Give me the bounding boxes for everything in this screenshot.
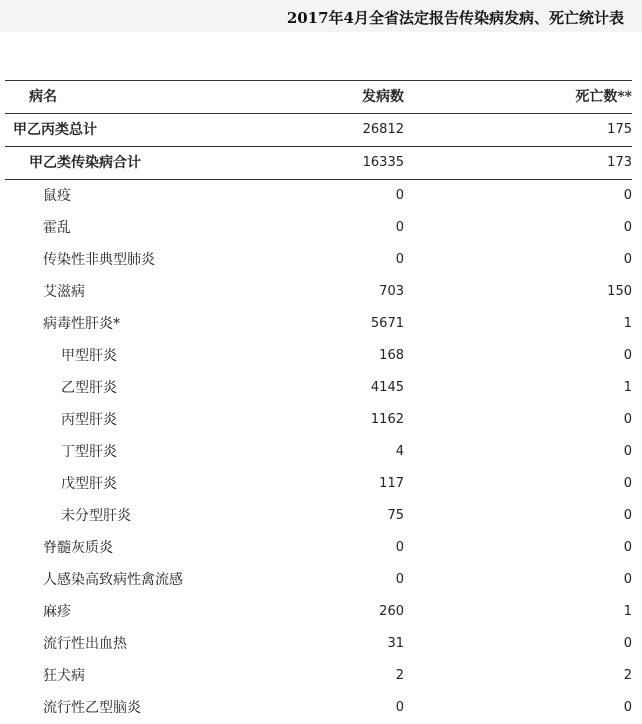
table-row: [5, 436, 632, 468]
table-row-total: [5, 114, 632, 147]
row-cases: 0: [395, 252, 404, 267]
table-row: [5, 340, 632, 372]
row-deaths: 0: [623, 636, 632, 651]
row-deaths: 0: [623, 700, 632, 715]
row-deaths: 0: [623, 444, 632, 459]
table-row: [5, 628, 632, 660]
table-row: [5, 468, 632, 500]
row-name: 人感染高致病性禽流感: [43, 572, 183, 588]
row-deaths: 0: [623, 188, 632, 203]
column-header-name: 病名: [29, 89, 57, 105]
row-deaths: 2: [623, 668, 632, 683]
row-cases: 703: [379, 284, 404, 299]
row-name: 流行性出血热: [43, 636, 127, 652]
row-cases: 1162: [370, 412, 404, 427]
row-name: 丁型肝炎: [61, 444, 117, 460]
row-cases: 117: [379, 476, 404, 491]
row-cases: 5671: [370, 316, 404, 331]
row-name: 戊型肝炎: [61, 476, 117, 492]
row-name: 霍乱: [43, 220, 71, 236]
row-cases: 0: [395, 572, 404, 587]
title-bar: [0, 0, 642, 32]
row-deaths: 0: [623, 540, 632, 555]
row-cases: 168: [379, 348, 404, 363]
row-deaths: 0: [623, 252, 632, 267]
table-row: [5, 308, 632, 340]
row-cases: 4: [395, 444, 404, 459]
row-name: 甲型肝炎: [61, 348, 117, 364]
table-row: [5, 244, 632, 276]
row-deaths: 173: [607, 155, 632, 170]
row-name: 乙型肝炎: [61, 380, 117, 396]
table-row: [5, 660, 632, 692]
row-cases: 0: [395, 188, 404, 203]
row-name: 传染性非典型肺炎: [43, 252, 155, 268]
row-name: 甲乙类传染病合计: [29, 155, 141, 171]
table-row-subtotal: [5, 147, 632, 180]
table-row: [5, 372, 632, 404]
row-cases: 31: [387, 636, 404, 651]
table-row: [5, 276, 632, 308]
row-deaths: 0: [623, 220, 632, 235]
table-row: [5, 404, 632, 436]
row-name: 流行性乙型脑炎: [43, 700, 141, 716]
row-name: 艾滋病: [43, 284, 85, 300]
row-cases: 26812: [362, 122, 404, 137]
row-deaths: 0: [623, 508, 632, 523]
row-cases: 0: [395, 220, 404, 235]
row-deaths: 1: [623, 380, 632, 395]
row-cases: 4145: [370, 380, 404, 395]
row-name: 未分型肝炎: [61, 508, 131, 524]
row-cases: 75: [387, 508, 404, 523]
row-cases: 2: [395, 668, 404, 683]
row-deaths: 1: [623, 316, 632, 331]
row-cases: 16335: [362, 155, 404, 170]
row-name: 病毒性肝炎*: [43, 316, 120, 332]
table-header: [5, 80, 632, 114]
table-row: [5, 500, 632, 532]
row-name: 麻疹: [43, 604, 71, 620]
row-deaths: 0: [623, 348, 632, 363]
table-row: [5, 692, 632, 724]
row-deaths: 175: [607, 122, 632, 137]
statistics-table: [5, 80, 632, 724]
row-name: 狂犬病: [43, 668, 85, 684]
column-header-cases: 发病数: [362, 89, 404, 105]
column-header-deaths: 死亡数**: [575, 89, 632, 105]
row-cases: 260: [379, 604, 404, 619]
row-name: 甲乙丙类总计: [13, 122, 97, 138]
table-row: [5, 532, 632, 564]
page-title: 2017年4月全省法定报告传染病发病、死亡统计表: [286, 9, 624, 27]
row-name: 丙型肝炎: [61, 412, 117, 428]
row-cases: 0: [395, 540, 404, 555]
row-deaths: 1: [623, 604, 632, 619]
row-deaths: 0: [623, 572, 632, 587]
table-row: [5, 596, 632, 628]
row-name: 脊髓灰质炎: [43, 540, 113, 556]
row-deaths: 0: [623, 476, 632, 491]
table-row: [5, 564, 632, 596]
row-deaths: 0: [623, 412, 632, 427]
table-row: [5, 180, 632, 212]
row-name: 鼠疫: [43, 188, 71, 204]
row-cases: 0: [395, 700, 404, 715]
table-row: [5, 212, 632, 244]
row-deaths: 150: [607, 284, 632, 299]
